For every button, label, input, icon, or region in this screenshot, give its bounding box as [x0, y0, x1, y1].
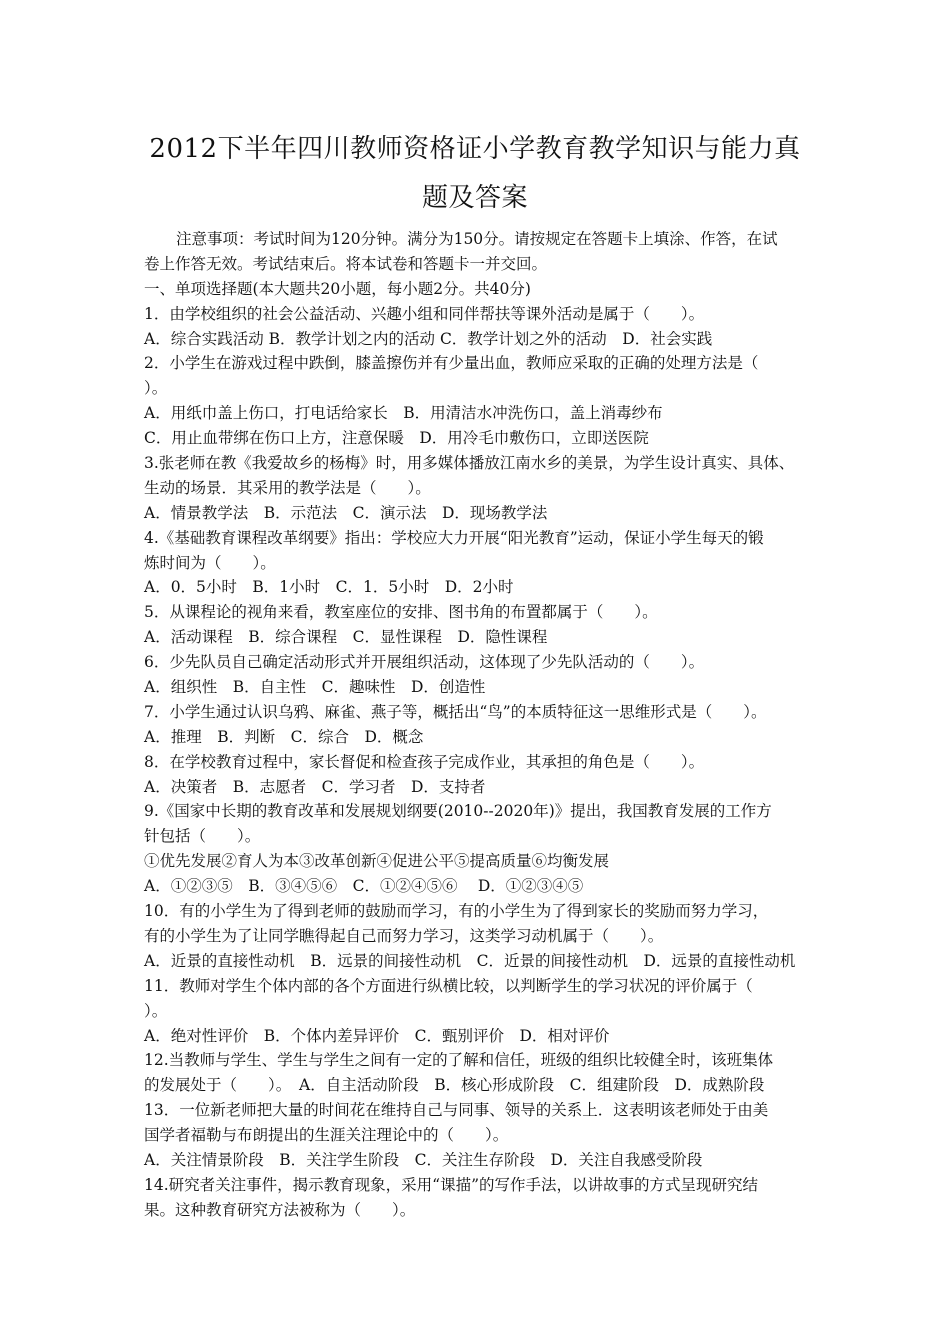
- document-text-line: ①优先发展②育人为本③改革创新④促进公平⑤提高质量⑥均衡发展: [144, 852, 610, 871]
- document-text-line: C．用止血带绑在伤口上方，注意保暖 D．用冷毛巾敷伤口，立即送医院: [144, 429, 649, 448]
- document-text-line: A．0．5小时 B．1小时 C．1．5小时 D．2小时: [144, 578, 514, 597]
- document-text-line: 炼时间为（ ）。: [144, 553, 276, 572]
- document-title-line-2: 题及答案: [421, 183, 528, 213]
- document-text-line: 10．有的小学生为了得到老师的鼓励而学习，有的小学生为了得到家长的奖励而努力学习，: [144, 902, 769, 921]
- document-body: [144, 227, 824, 1223]
- document-text-line: A．①②③⑤ B．③④⑤⑥ C．①②④⑤⑥ D．①②③④⑤: [144, 877, 584, 896]
- document-text-line: 9.《国家中长期的教育改革和发展规划纲要(2010--2020年)》提出，我国教育发展的工作方: [144, 802, 772, 821]
- document-text-line: 11．教师对学生个体内部的各个方面进行纵横比较，以判断学生的学习状况的评价属于（: [144, 976, 753, 995]
- document-text-line: 1．由学校组织的社会公益活动、兴趣小组和同伴帮扶等课外活动是属于（ ）。: [144, 304, 705, 323]
- document-text-line: A．活动课程 B．综合课程 C．显性课程 D．隐性课程: [144, 628, 548, 647]
- document-text-line: A．综合实践活动 B．教学计划之内的活动 C．教学计划之外的活动 D．社会实践: [144, 329, 713, 348]
- document-text-line: 14.研究者关注事件，揭示教育现象，采用“课描”的写作手法，以讲故事的方式呈现研究结: [144, 1175, 759, 1194]
- document-text-line: A．近景的直接性动机 B．远景的间接性动机 C．近景的间接性动机 D．远景的直接性动机: [144, 951, 796, 970]
- document-text-line: 的发展处于（ ）。 A．自主活动阶段 B．核心形成阶段 C．组建阶段 D．成熟阶段: [144, 1076, 765, 1095]
- document-text-line: 针包括（ ）。: [144, 827, 261, 846]
- document-text-line: 有的小学生为了让同学瞧得起自己而努力学习，这类学习动机属于（ ）。: [144, 926, 664, 945]
- document-text-line: 4.《基础教育课程改革纲要》指出：学校应大力开展“阳光教育”运动，保证小学生每天的锻: [144, 528, 764, 547]
- document-text-line: A．绝对性评价 B．个体内差异评价 C．甄别评价 D．相对评价: [144, 1026, 610, 1045]
- document-text-line: ）。: [144, 379, 168, 398]
- document-text-line: A．组织性 B．自主性 C．趣味性 D．创造性: [144, 678, 486, 697]
- document-text-line: 果。这种教育研究方法被称为（ ）。: [144, 1200, 416, 1219]
- document-text-line: A．情景教学法 B．示范法 C．演示法 D．现场教学法: [144, 503, 548, 522]
- document-text-line: ）。: [144, 1001, 168, 1020]
- document-text-line: A．决策者 B．志愿者 C．学习者 D．支持者: [144, 777, 486, 796]
- document-text-line: A．推理 B．判断 C．综合 D．概念: [144, 727, 424, 746]
- document-text-line: 3.张老师在教《我爱故乡的杨梅》时，用多媒体播放江南水乡的美景，为学生设计真实、具体、: [144, 454, 795, 473]
- document-text-line: A．关注情景阶段 B．关注学生阶段 C．关注生存阶段 D．关注自我感受阶段: [144, 1150, 703, 1169]
- document-text-line: 一、单项选择题(本大题共20小题，每小题2分。共40分): [144, 279, 531, 298]
- document-text-line: 2．小学生在游戏过程中跌倒，膝盖擦伤并有少量出血，教师应采取的正确的处理方法是（: [144, 354, 759, 373]
- document-text-line: A．用纸巾盖上伤口，打电话给家长 B．用清洁水冲洗伤口，盖上消毒纱布: [144, 404, 663, 423]
- document-text-line: 6．少先队员自己确定活动形式并开展组织活动，这体现了少先队活动的（ ）。: [144, 653, 705, 672]
- document-text-line: 8．在学校教育过程中，家长督促和检查孩子完成作业，其承担的角色是（ ）。: [144, 752, 705, 771]
- document-text-line: 12.当教师与学生、学生与学生之间有一定的了解和信任，班级的组织比较健全时，该班集体: [144, 1051, 774, 1070]
- document-text-line: 卷上作答无效。考试结束后。将本试卷和答题卡一并交回。: [144, 254, 548, 273]
- exam-notice-line: 注意事项：考试时间为120分钟。满分为150分。请按规定在答题卡上填涂、作答，在试: [176, 230, 778, 248]
- document-title-line-1: 2012下半年四川教师资格证小学教育教学知识与能力真: [149, 134, 801, 164]
- document-text-line: 7．小学生通过认识乌鸦、麻雀、燕子等，概括出“鸟”的本质特征这一思维形式是（ ）。: [144, 702, 767, 721]
- document-text-line: 5．从课程论的视角来看，教室座位的安排、图书角的布置都属于（ ）。: [144, 603, 658, 622]
- document-text-line: 生动的场景．其采用的教学法是（ ）。: [144, 478, 431, 497]
- document-text-line: 国学者福勒与布朗提出的生涯关注理论中的（ ）。: [144, 1126, 509, 1145]
- document-text-line: 13．一位新老师把大量的时间花在维持自己与同事、领导的关系上．这表明该老师处于由美: [144, 1101, 769, 1120]
